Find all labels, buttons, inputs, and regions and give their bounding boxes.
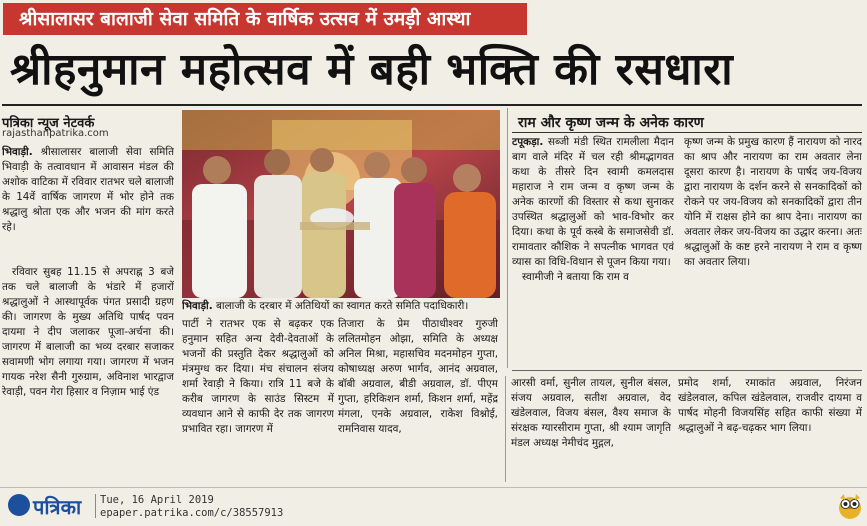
caption-place: भिवाड़ी. [182, 300, 213, 312]
column-divider [505, 376, 506, 482]
patrika-logo-icon [8, 494, 30, 516]
dateline: भिवाड़ी. [2, 146, 33, 158]
story-col-4: आरसी वर्मा, सुनील तायल, सुनील बंसल, संजय अग्रवाल, सतीश अग्रवाल, वेद खंडेलवाल, विजय बंसल, वैश्य समाज के संरक्षक ग्यारसीराम गुप्ता, श्री श्याम जागृति मंडल अध्यक्ष नेमीचंद मुद्गल, [511, 377, 671, 449]
story-text: श्रीसालासर बालाजी सेवा समिति भिवाड़ी के तत्वावधान में आवासन मंडल की अशोक वाटिका में रविवार रातभर चले बालाजी के 14वें वार्षिक जागरण में भोर होने तक श्रद्धालु श्रोता एक और भजन की मांग करते रहे। [2, 146, 174, 233]
event-photo [182, 110, 500, 298]
caption-text: बालाजी के दरबार में अतिथियों का स्वागत करते समिति पदाधिकारी। [212, 300, 469, 312]
story-col-2: पार्टी ने रातभर एक से बढ़कर एक हनुमान सहित अन्य देवी-देवताओं के भजनों की प्रस्तुति देकर श्रद्धालुओं को मंत्रमुग्ध कर दिया। मंच संचालन संजय शर्मा रेवाड़ी ने किया। रात्रि 11 बजे के करीब जागरण के साउंड सिस्टम में व्यवधान आने से काफी देर तक जागरण प्रभावित रहा। जागरण में [182, 318, 334, 435]
side-story-divider [507, 108, 508, 368]
footer-separator [95, 494, 96, 518]
side-story-text: सब्जी मंडी स्थित रामलीला मैदान बाग वाले मंदिर में चल रही श्रीमद्भागवत कथा के तीसरे दिन स्वामी कमलदास महाराज ने राम जन्म व कृष्ण जन्म के अनेक कारणों की विस्तार से कथा सुनाकर उपस्थित श्रद्धालुओं को भाव-विभोर कर दिया। कथा के पूर्व कस्बे के समाजसेवी डॉ. रामावतार कौशिक ने सपत्नीक भागवत एवं व्यास का विधि-विधान से पूजन किया गया। [512, 136, 674, 268]
side-story-text-last: स्वामीजी ने बताया कि राम व [522, 271, 629, 283]
kicker-banner: श्रीसालासर बालाजी सेवा समिति के वार्षिक उत्सव में उमड़ी आस्था [3, 3, 527, 35]
byline-site: rajasthanpatrika.com [2, 128, 109, 139]
side-story-col-1 [512, 135, 674, 359]
epaper-link[interactable]: epaper.patrika.com/c/38557913 [100, 507, 284, 519]
side-story-headline: राम और कृष्ण जन्म के अनेक कारण [518, 115, 704, 131]
photo-caption [182, 298, 500, 314]
edition-date: Tue, 16 April 2019 [100, 494, 214, 506]
story-col-5: प्रमोद शर्मा, रमाकांत अग्रवाल, निरंजन खंडेलवाल, कपिल खंडेलवाल, राजवीर दायमा व पार्षद मोहनी विजयसिंह सहित काफी संख्या में श्रद्धालुओं ने बढ़-चढ़कर भाग लिया। [678, 377, 862, 434]
story-col-1-top [2, 145, 174, 261]
side-story-dateline: टपूकड़ा. [512, 136, 544, 148]
byline-agency: पत्रिका न्यूज नेटवर्क [2, 116, 95, 131]
side-story-col-2: कृष्ण जन्म के प्रमुख कारण हैं नारायण को नारद का श्राप और नारायण का राम अवतार लेना दूसरा कारण है। नारायण के पार्षद जय-विजय द्वारा नारायण के दर्शन करने से सनकादिकों को रोकने पर जय-विजय को सनकादिकों द्वारा तीन योनि में राक्षस होने का श्राप देना। नारायण का अवतार लेकर जय-विजय का उद्धार करना। अतः श्रद्धालुओं के कष्ट हरने नारायण ने राम व कृष्ण का अवतार लिया। [684, 136, 862, 268]
owl-mascot-icon [837, 492, 863, 520]
main-headline: श्रीहनुमान महोत्सव में बही भक्ति की रसधारा [10, 44, 734, 95]
patrika-logo: पत्रिका [33, 495, 82, 519]
story-col-3: तिजारा के प्रेम पीठाधीश्वर गुरुजी ललितमोहन ओझा, समिति के अध्यक्ष अनिल मिश्रा, महासचिव मदनमोहन गुप्ता, कोषाध्यक्ष अरुण भार्गव, आनंद अग्रवाल, बॉबी अग्रवाल, बीडी अग्रवाल, डॉ. पीएम गुप्ता, हरिकिशन शर्मा, किशन शर्मा, महेंद्र मंगला, एनके अग्रवाल, राकेश विश्नोई, रामनिवास यादव, [338, 318, 498, 435]
headline-rule [2, 104, 862, 106]
side-story-rule [512, 132, 862, 133]
side-story-bottom-rule [512, 370, 862, 371]
story-col-1-bottom: रविवार सुबह 11.15 से अपराह्न 3 बजे तक चले बालाजी के भंडारे में हजारों श्रद्धालुओं ने आस्थापूर्वक पंगत प्रसादी ग्रहण की। जागरण के मुख्य अतिथि पार्षद पवन दायमा ने दीप जलाकर पूजा-अर्चना की। जागरण में बालाजी का भव्य दरबार सजाकर सवामणी भोग लगाया गया। जागरण में भजन गायक नरेश सैनी गुरुग्राम, अविनाश भारद्वाज रेवाड़ी, पवन गेरा हिसार व निज़ाम भाई एंड [2, 266, 174, 398]
